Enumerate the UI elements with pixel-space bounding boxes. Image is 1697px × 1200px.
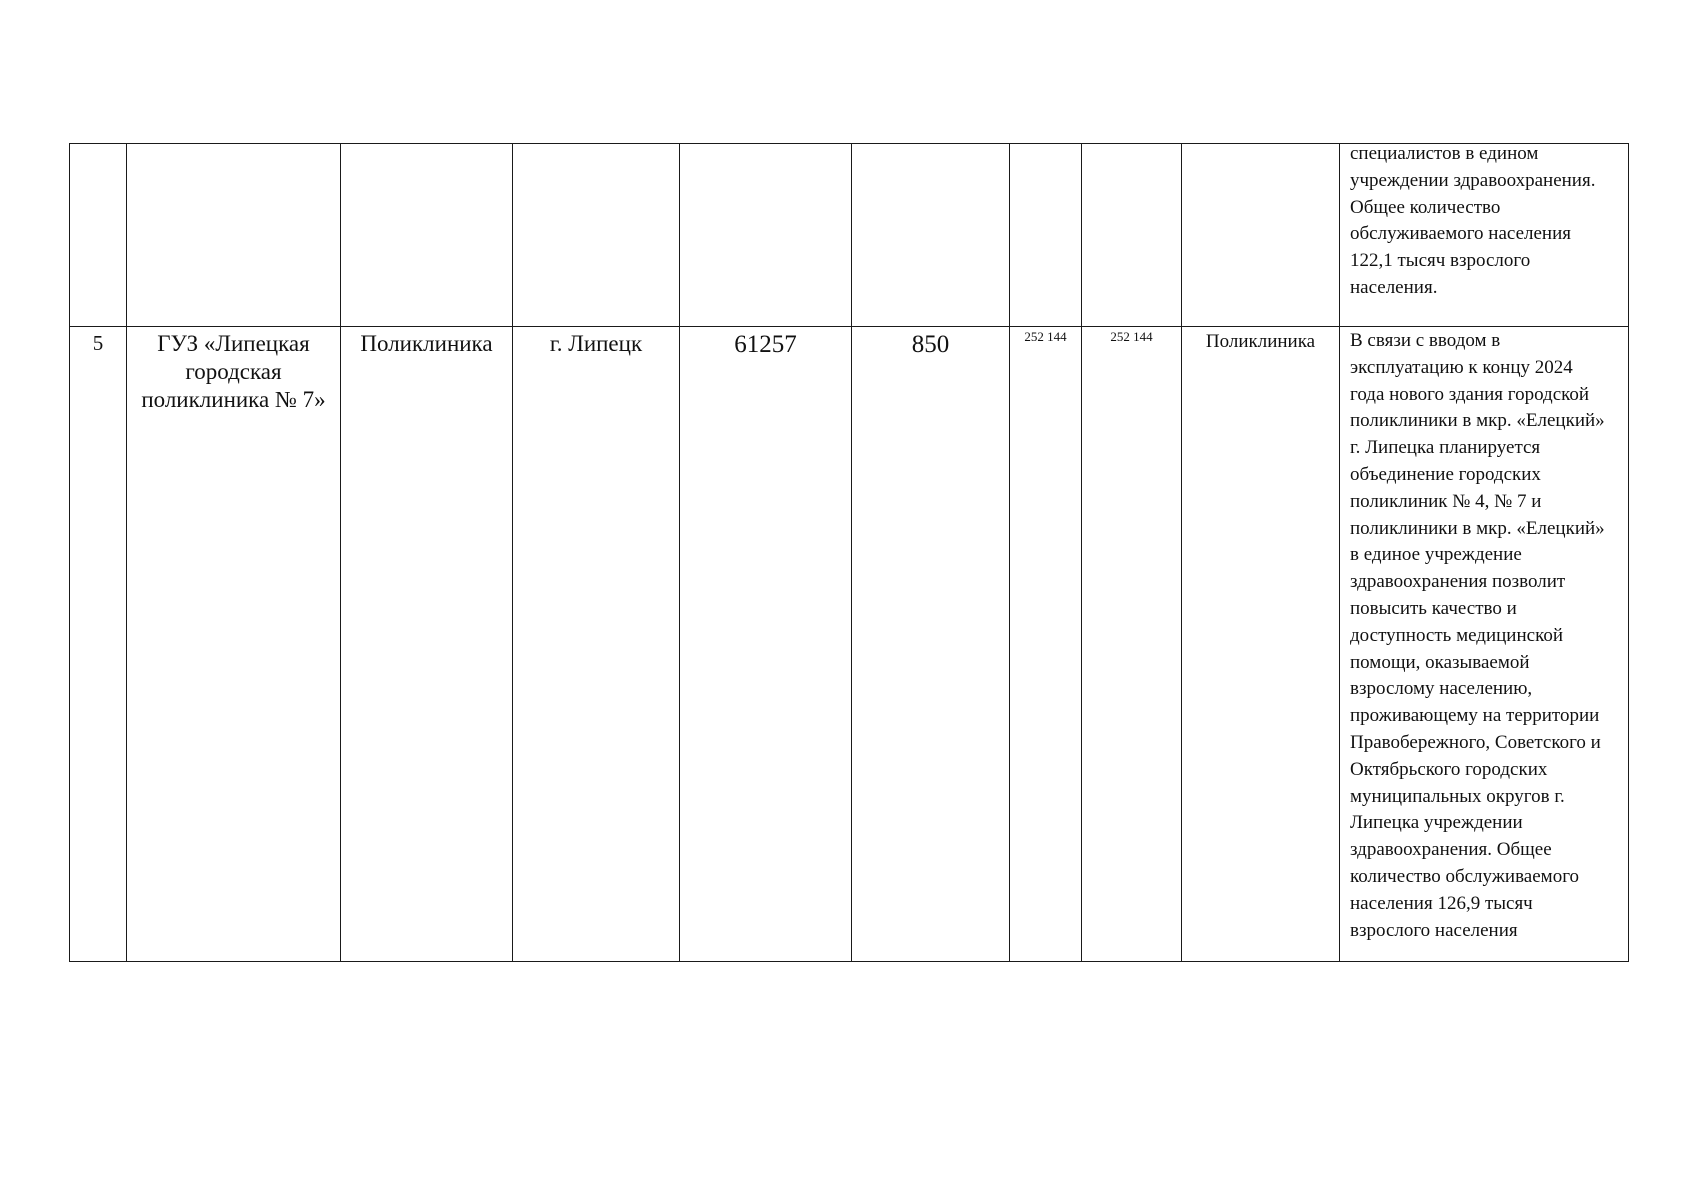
cell-value-3: 252 144: [1010, 327, 1082, 962]
description-line: Липецка учреждении: [1350, 812, 1523, 834]
cell-facility-type: [1182, 144, 1340, 327]
description-line: населения.: [1350, 276, 1438, 298]
description-line: проживающему на территории: [1350, 705, 1600, 727]
cell-institution: [127, 327, 341, 962]
description-line: здравоохранения. Общее: [1350, 839, 1552, 861]
cell-description: [1340, 327, 1629, 962]
description-line: Октябрьского городских: [1350, 758, 1548, 780]
description-line: Общее количество: [1350, 196, 1501, 218]
description-line: г. Липецка планируется: [1350, 437, 1541, 459]
cell-value-2: 850: [852, 327, 1010, 962]
table-row: [70, 144, 1629, 327]
description-line: в единое учреждение: [1350, 544, 1522, 566]
cell-value-1: 61257: [680, 327, 852, 962]
cell-institution: [127, 144, 341, 327]
description-line: эксплуатацию к концу 2024: [1350, 356, 1573, 378]
cell-type: Поликлиника: [341, 327, 513, 962]
institution-name: ГУЗ «Липецкая городская поликлиника № 7»: [141, 331, 326, 412]
description-line: поликлиники в мкр. «Елецкий»: [1350, 410, 1605, 432]
description-line: 122,1 тысяч взрослого: [1350, 250, 1531, 272]
description-line: взрослого населения: [1350, 919, 1518, 941]
description-line: доступность медицинской: [1350, 624, 1563, 646]
description-line: В связи с вводом в: [1350, 330, 1501, 351]
cell-value-4: [1082, 144, 1182, 327]
cell-description: [1340, 144, 1629, 327]
institutions-table: [69, 143, 1629, 962]
description-line: количество обслуживаемого: [1350, 865, 1580, 887]
description-line: взрослому населению,: [1350, 678, 1533, 700]
description-line: здравоохранения позволит: [1350, 571, 1566, 593]
table-row: [70, 327, 1629, 962]
description-line: Правобережного, Советского и: [1350, 731, 1601, 753]
cell-type: [341, 144, 513, 327]
description-line: муниципальных округов г.: [1350, 785, 1565, 807]
description-line: повысить качество и: [1350, 597, 1517, 619]
description-line: помощи, оказываемой: [1350, 651, 1530, 673]
cell-value-4: 252 144: [1082, 327, 1182, 962]
description-line: объединение городских: [1350, 463, 1541, 485]
cell-number: [70, 144, 127, 327]
description-line: поликлиник № 4, № 7 и: [1350, 490, 1542, 512]
description-line: года нового здания городской: [1350, 383, 1590, 405]
cell-locality: г. Липецк: [513, 327, 680, 962]
description-line: поликлиники в мкр. «Елецкий»: [1350, 517, 1605, 539]
cell-value-2: [852, 144, 1010, 327]
cell-facility-type: Поликлиника: [1182, 327, 1340, 962]
description-line: обслуживаемого населения: [1350, 223, 1571, 245]
cell-value-1: [680, 144, 852, 327]
description-line: учреждении здравоохранения.: [1350, 169, 1596, 191]
cell-number: 5: [70, 327, 127, 962]
description-line: населения 126,9 тысяч: [1350, 892, 1533, 914]
cell-locality: [513, 144, 680, 327]
cell-value-3: [1010, 144, 1082, 327]
description-line: специалистов в едином: [1350, 143, 1539, 164]
